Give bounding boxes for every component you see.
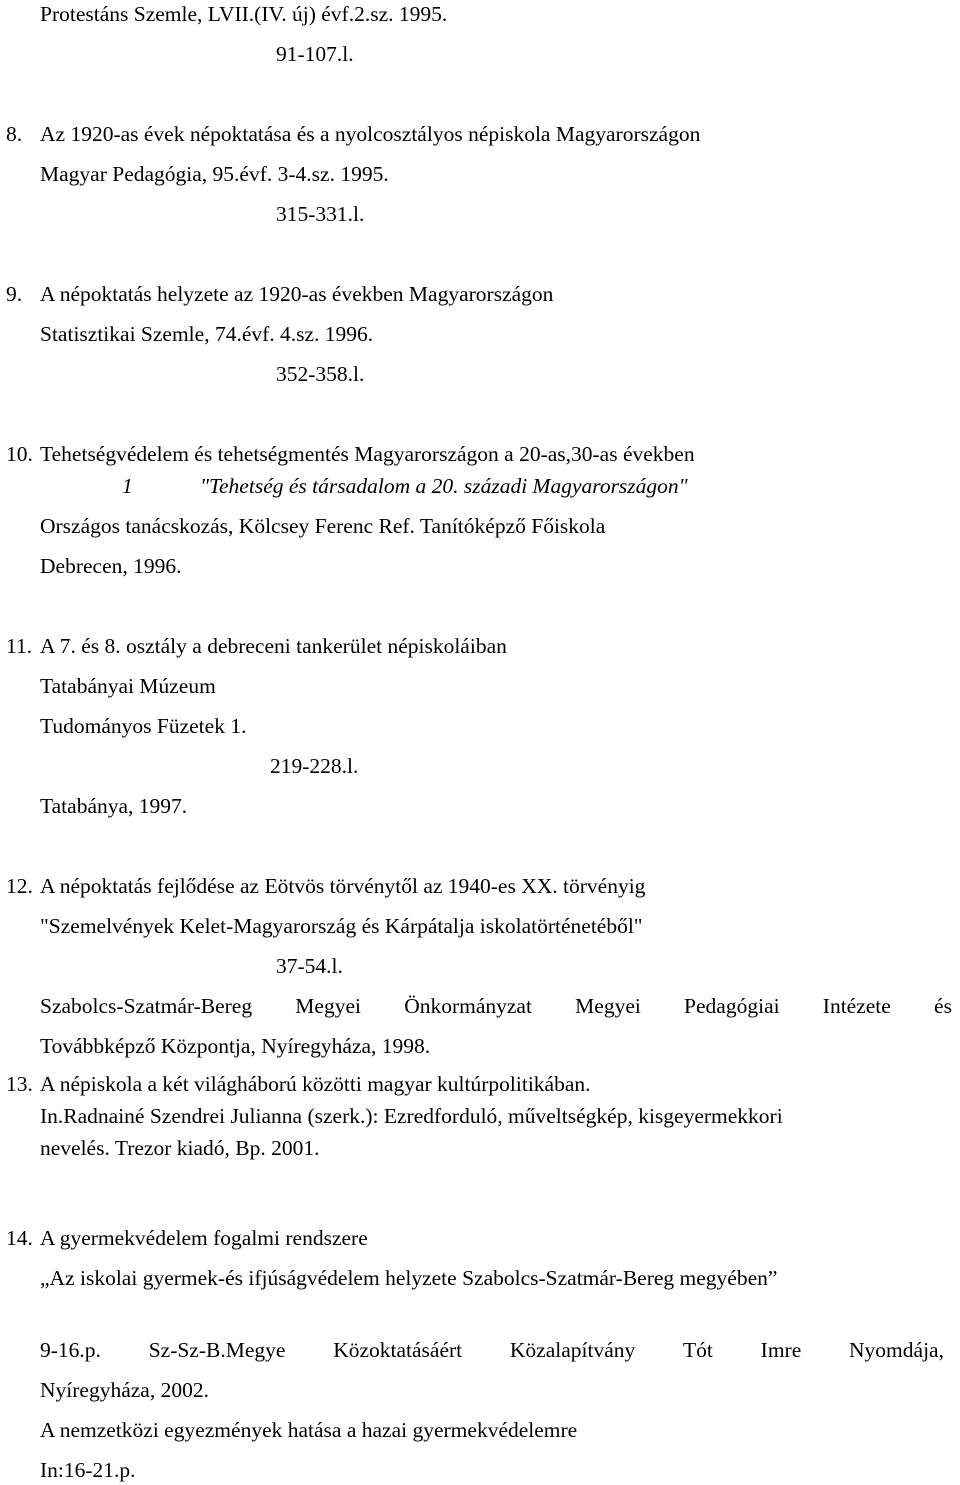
entry-12-pages: 37-54.l.: [276, 954, 343, 978]
entry-14-second-title: A nemzetközi egyezmények hatása a hazai gyermekvédelemre: [40, 1418, 578, 1442]
entry-14-publisher-word: 9-16.p.: [40, 1338, 101, 1362]
entry-14-number: 14.: [6, 1226, 33, 1250]
entry-9-journal: Statisztikai Szemle, 74.évf. 4.sz. 1996.: [40, 322, 374, 346]
entry-10-place: Debrecen, 1996.: [40, 554, 182, 578]
entry-13-editor: In.Radnainé Szendrei Julianna (szerk.): Ezredforduló, műveltségkép, kisgeyermekkori: [40, 1104, 783, 1128]
entry-12-publisher-word: Önkormányzat: [404, 994, 532, 1018]
entry-8-pages: 315-331.l.: [276, 202, 365, 226]
entry-14-publisher-word: Imre: [760, 1338, 802, 1362]
entry-9-pages: 352-358.l.: [276, 362, 365, 386]
entry-11-pages: 219-228.l.: [270, 754, 359, 778]
entry-14-title: A gyermekvédelem fogalmi rendszere: [40, 1226, 368, 1250]
entry-12-number: 12.: [6, 874, 33, 898]
entry-11-place: Tatabánya, 1997.: [40, 794, 188, 818]
entry-10-sub-title: "Tehetség és társadalom a 20. századi Magyarországon": [200, 474, 688, 498]
entry-12-publisher-word: és: [934, 994, 952, 1018]
entry-14-place: Nyíregyháza, 2002.: [40, 1378, 209, 1402]
entry-14-publisher-word: Tót: [683, 1338, 713, 1362]
entry-10-number: 10.: [6, 442, 33, 466]
entry-14-publisher-word: Közalapítvány: [509, 1338, 636, 1362]
entry-12-publisher-word: Szabolcs-Szatmár-Bereg: [40, 994, 253, 1018]
entry-11-museum: Tatabányai Múzeum: [40, 674, 216, 698]
entry-14-second-pages: In:16-21.p.: [40, 1458, 136, 1482]
entry-11-number: 11.: [6, 634, 33, 658]
entry-11-series: Tudományos Füzetek 1.: [40, 714, 247, 738]
entry-12-publisher: [40, 996, 952, 1018]
entry-14-publisher-word: Közoktatásáért: [333, 1338, 463, 1362]
entry-12-collection: "Szemelvények Kelet-Magyarország és Kárpátalja iskolatörténetéből": [40, 914, 643, 938]
entry-8-number: 8.: [6, 122, 23, 146]
entry-11-title: A 7. és 8. osztály a debreceni tankerület népiskoláiban: [40, 634, 507, 658]
entry-13-title: A népiskola a két világháború közötti magyar kultúrpolitikában.: [40, 1072, 591, 1096]
entry-10-conference: Országos tanácskozás, Kölcsey Ferenc Ref. Tanítóképző Főiskola: [40, 514, 606, 538]
entry-8-journal: Magyar Pedagógia, 95.évf. 3-4.sz. 1995.: [40, 162, 389, 186]
entry-9-title: A népoktatás helyzete az 1920-as években Magyarországon: [40, 282, 554, 306]
entry-12-publisher-cont: Továbbképző Központja, Nyíregyháza, 1998.: [40, 1034, 431, 1058]
entry-14-publisher-word: Sz-Sz-B.Megye: [148, 1338, 286, 1362]
entry-14-publisher-word: Nyomdája,: [849, 1338, 944, 1362]
entry-10-sub-number: 1: [122, 474, 133, 498]
entry-10-title: Tehetségvédelem és tehetségmentés Magyarországon a 20-as,30-as években: [40, 442, 695, 466]
entry-12-publisher-word: Pedagógiai: [684, 994, 780, 1018]
entry-7-pages: 91-107.l.: [276, 42, 354, 66]
entry-8-title: Az 1920-as évek népoktatása és a nyolcosztályos népiskola Magyarországon: [40, 122, 701, 146]
entry-14-collection: „Az iskolai gyermek-és ifjúságvédelem helyzete Szabolcs-Szatmár-Bereg megyében”: [40, 1266, 778, 1290]
entry-12-publisher-word: Megyei: [575, 994, 641, 1018]
entry-9-number: 9.: [6, 282, 23, 306]
entry-12-publisher-word: Intézete: [822, 994, 891, 1018]
entry-14-publisher: [40, 1340, 944, 1362]
entry-12-title: A népoktatás fejlődése az Eötvös törvénytől az 1940-es XX. törvényig: [40, 874, 646, 898]
entry-13-number: 13.: [6, 1072, 33, 1096]
entry-12-publisher-word: Megyei: [295, 994, 361, 1018]
entry-7-source: Protestáns Szemle, LVII.(IV. új) évf.2.sz. 1995.: [40, 2, 448, 26]
entry-13-publisher: nevelés. Trezor kiadó, Bp. 2001.: [40, 1136, 320, 1160]
